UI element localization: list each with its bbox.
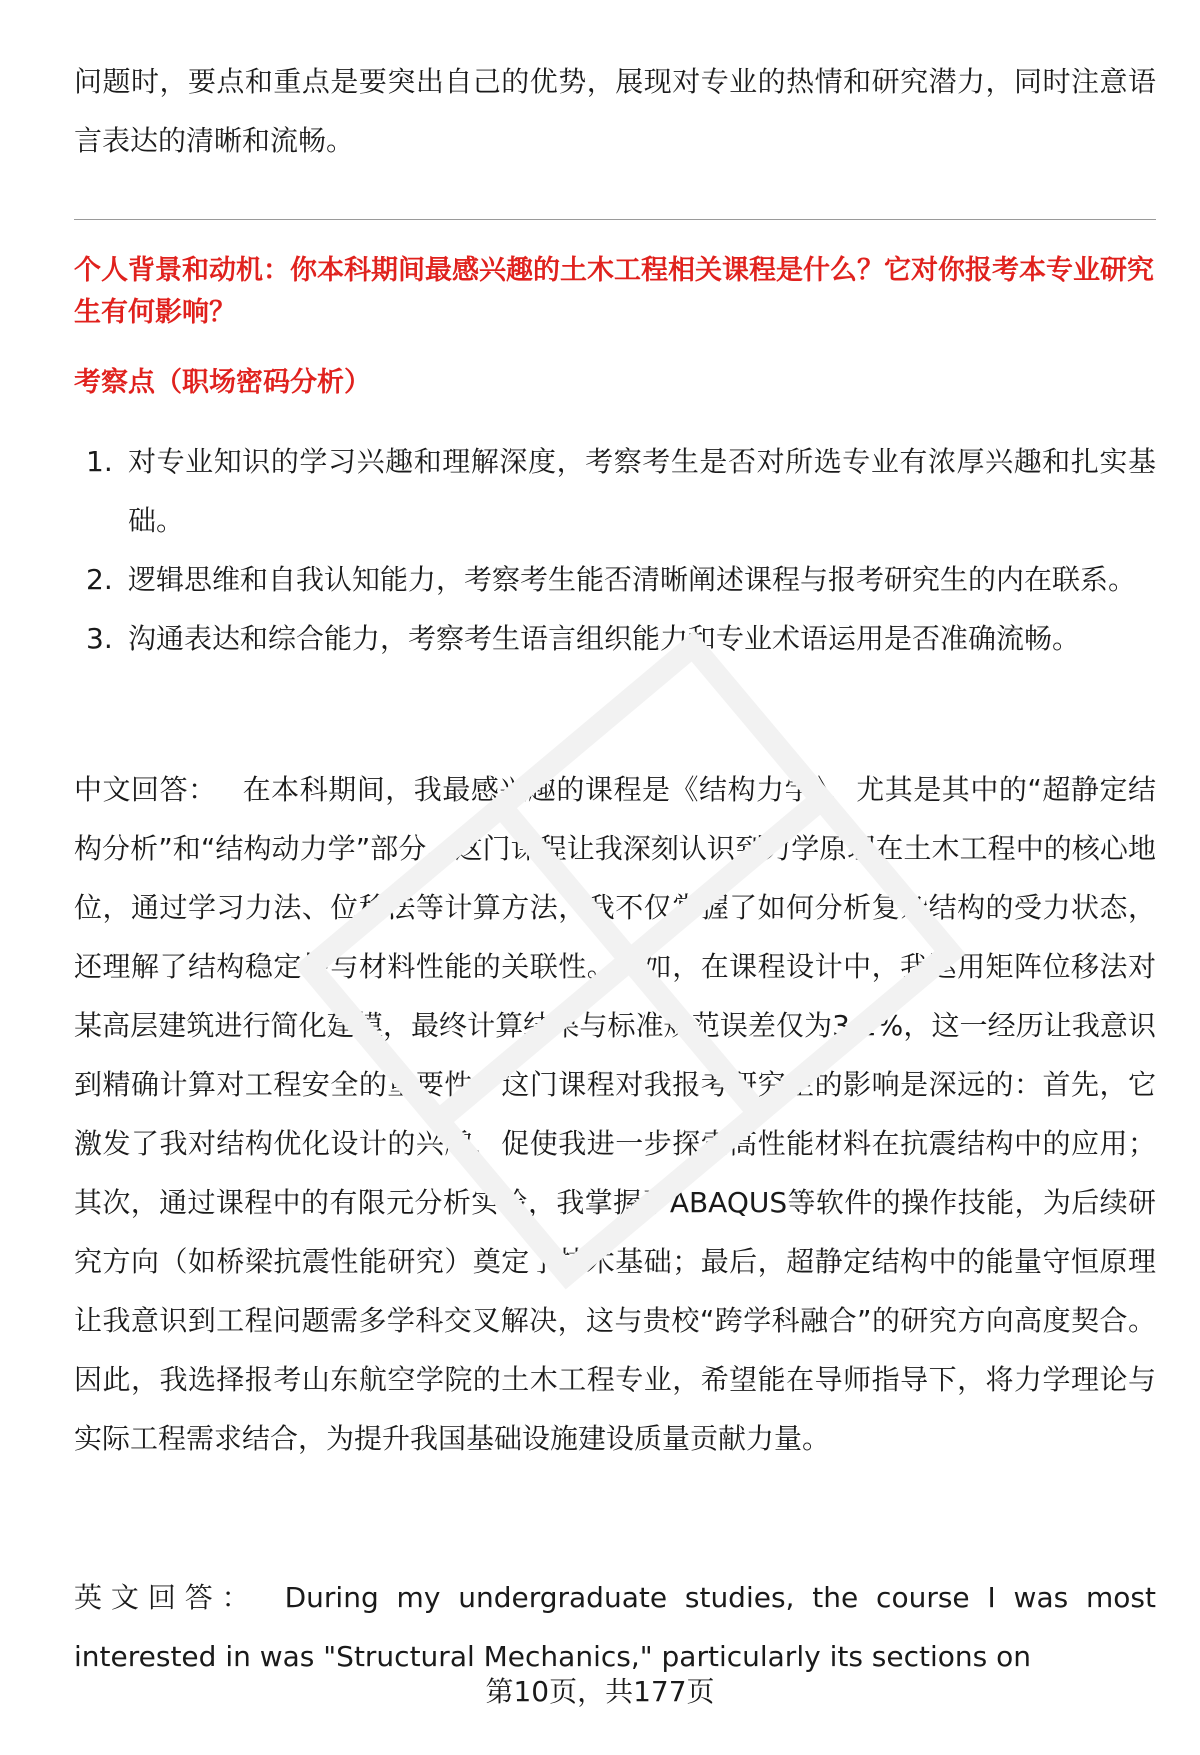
assessment-point: [74, 550, 1156, 609]
point-number: 1.: [86, 445, 113, 478]
point-text: 对专业知识的学习兴趣和理解深度，考察考生是否对所选专业有浓厚兴趣和扎实基础。: [128, 445, 1156, 537]
question-heading: 个人背景和动机：你本科期间最感兴趣的土木工程相关课程是什么？它对你报考本专业研究生有何影响？: [74, 255, 1154, 328]
assessment-point: [74, 432, 1156, 550]
assessment-points-list: [74, 432, 1156, 668]
point-number: 2.: [86, 563, 113, 596]
chinese-answer-paragraph: [74, 760, 1156, 1468]
section-divider: [74, 219, 1156, 220]
english-answer-text: During my undergraduate studies, the course I was most interested in was "Structural Mechanics," particularly its sections on: [74, 1581, 1156, 1673]
page-footer: 第10页，共177页: [485, 1675, 715, 1708]
point-number: 3.: [86, 622, 113, 655]
english-answer-paragraph: [74, 1568, 1156, 1686]
chinese-answer-text: 在本科期间，我最感兴趣的课程是《结构力学》，尤其是其中的“超静定结构分析”和“结构动力学”部分。这门课程让我深刻认识到力学原理在土木工程中的核心地位，通过学习力法、位移法等计算方法，我不仅掌握了如何分析复杂结构的受力状态，还理解了结构稳定性与材料性能的关联性。例如，在课程设计中，我运用矩阵位移法对某高层建筑进行简化建模，最终计算结果与标准规范误差仅为3.2%，这一经历让我意识到精确计算对工程安全的重要性。这门课程对我报考研究生的影响是深远的：首先，它激发了我对结构优化设计的兴趣，促使我进一步探索高性能材料在抗震结构中的应用；其次，通过课程中的有限元分析实验，我掌握了ABAQUS等软件的操作技能，为后续研究方向（如桥梁抗震性能研究）奠定了技术基础；最后，超静定结构中的能量守恒原理让我意识到工程问题需多学科交叉解决，这与贵校“跨学科融合”的研究方向高度契合。因此，我选择报考山东航空学院的土木工程专业，希望能在导师指导下，将力学理论与实际工程需求结合，为提升我国基础设施建设质量贡献力量。: [74, 773, 1156, 1455]
chinese-answer-label: 中文回答：: [74, 773, 217, 806]
point-text: 沟通表达和综合能力，考察考生语言组织能力和专业术语运用是否准确流畅。: [128, 622, 1081, 655]
assessment-heading: 考察点（职场密码分析）: [74, 367, 371, 398]
assessment-point: [74, 609, 1156, 668]
intro-paragraph: 问题时，要点和重点是要突出自己的优势，展现对专业的热情和研究潜力，同时注意语言表达的清晰和流畅。: [74, 65, 1156, 157]
point-text: 逻辑思维和自我认知能力，考察考生能否清晰阐述课程与报考研究生的内在联系。: [128, 563, 1137, 596]
english-answer-label: 英文回答：: [74, 1581, 259, 1614]
